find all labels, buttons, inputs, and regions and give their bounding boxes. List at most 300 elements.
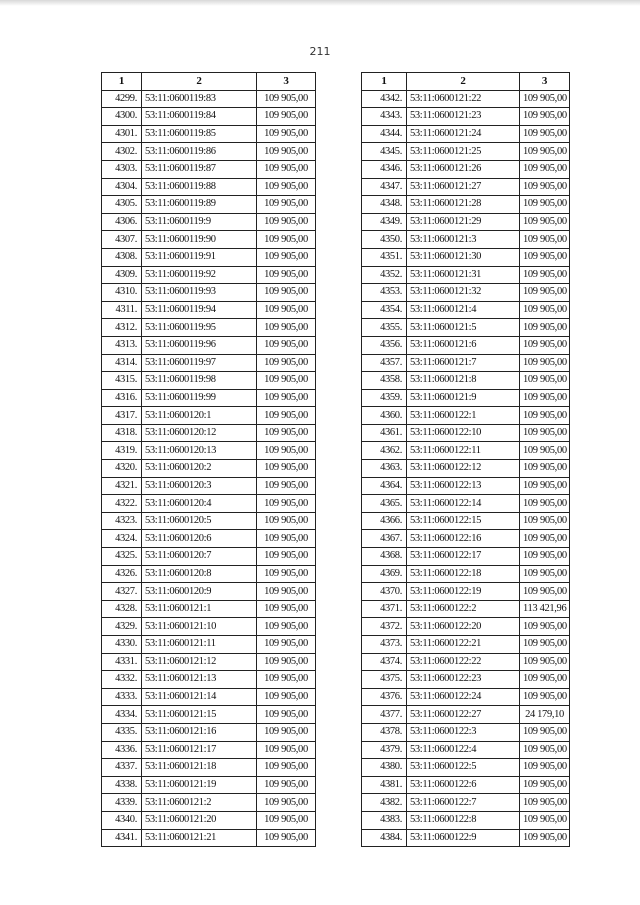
cadastral-value: 109 905,00 xyxy=(520,143,570,161)
table-row xyxy=(102,495,316,513)
table-row xyxy=(362,301,570,319)
row-number: 4378. xyxy=(362,723,407,741)
cadastral-number: 53:11:0600120:8 xyxy=(142,565,257,583)
table-row xyxy=(362,794,570,812)
table-row xyxy=(102,125,316,143)
row-number: 4344. xyxy=(362,125,407,143)
row-number: 4342. xyxy=(362,90,407,108)
cadastral-value: 109 905,00 xyxy=(520,442,570,460)
row-number: 4306. xyxy=(102,213,142,231)
cadastral-value: 109 905,00 xyxy=(257,548,316,566)
row-number: 4352. xyxy=(362,266,407,284)
cadastral-number: 53:11:0600121:7 xyxy=(407,354,520,372)
table-row xyxy=(102,336,316,354)
table-row xyxy=(362,372,570,390)
row-number: 4328. xyxy=(102,600,142,618)
cadastral-number: 53:11:0600122:17 xyxy=(407,548,520,566)
row-number: 4314. xyxy=(102,354,142,372)
row-number: 4321. xyxy=(102,477,142,495)
cadastral-number: 53:11:0600119:89 xyxy=(142,196,257,214)
cadastral-number: 53:11:0600122:11 xyxy=(407,442,520,460)
cadastral-value: 109 905,00 xyxy=(520,671,570,689)
row-number: 4311. xyxy=(102,301,142,319)
cadastral-value: 109 905,00 xyxy=(257,759,316,777)
row-number: 4379. xyxy=(362,741,407,759)
cadastral-value: 109 905,00 xyxy=(257,565,316,583)
cadastral-number: 53:11:0600121:15 xyxy=(142,706,257,724)
row-number: 4355. xyxy=(362,319,407,337)
table-body xyxy=(362,90,570,847)
row-number: 4347. xyxy=(362,178,407,196)
table-row xyxy=(102,512,316,530)
cadastral-value: 109 905,00 xyxy=(257,618,316,636)
cadastral-number: 53:11:0600121:3 xyxy=(407,231,520,249)
row-number: 4324. xyxy=(102,530,142,548)
cadastral-number: 53:11:0600121:25 xyxy=(407,143,520,161)
row-number: 4310. xyxy=(102,284,142,302)
cadastral-value: 109 905,00 xyxy=(257,407,316,425)
cadastral-number: 53:11:0600122:14 xyxy=(407,495,520,513)
table-row xyxy=(102,196,316,214)
row-number: 4364. xyxy=(362,477,407,495)
row-number: 4373. xyxy=(362,636,407,654)
table-row xyxy=(362,706,570,724)
cadastral-number: 53:11:0600122:15 xyxy=(407,512,520,530)
cadastral-number: 53:11:0600120:3 xyxy=(142,477,257,495)
table-row xyxy=(102,618,316,636)
table-row xyxy=(362,723,570,741)
table-row xyxy=(102,284,316,302)
table-row xyxy=(362,512,570,530)
table-row xyxy=(362,407,570,425)
column-header-value: 3 xyxy=(257,73,316,91)
column-header-cadastral: 2 xyxy=(407,73,520,91)
cadastral-number: 53:11:0600122:12 xyxy=(407,460,520,478)
table-row xyxy=(362,653,570,671)
row-number: 4340. xyxy=(102,811,142,829)
cadastral-number: 53:11:0600121:11 xyxy=(142,636,257,654)
cadastral-number: 53:11:0600121:14 xyxy=(142,688,257,706)
table-row xyxy=(102,477,316,495)
table-row xyxy=(102,829,316,847)
table-row xyxy=(362,688,570,706)
cadastral-value: 109 905,00 xyxy=(257,829,316,847)
cadastral-value: 109 905,00 xyxy=(520,759,570,777)
cadastral-number: 53:11:0600122:16 xyxy=(407,530,520,548)
cadastral-number: 53:11:0600119:98 xyxy=(142,372,257,390)
cadastral-value: 109 905,00 xyxy=(520,108,570,126)
cadastral-value: 109 905,00 xyxy=(257,90,316,108)
row-number: 4359. xyxy=(362,389,407,407)
cadastral-number: 53:11:0600119:92 xyxy=(142,266,257,284)
row-number: 4305. xyxy=(102,196,142,214)
row-number: 4322. xyxy=(102,495,142,513)
table-row xyxy=(102,759,316,777)
row-number: 4330. xyxy=(102,636,142,654)
row-number: 4338. xyxy=(102,776,142,794)
cadastral-value: 109 905,00 xyxy=(257,512,316,530)
table-row xyxy=(102,688,316,706)
row-number: 4358. xyxy=(362,372,407,390)
cadastral-number: 53:11:0600121:21 xyxy=(142,829,257,847)
table-row xyxy=(362,636,570,654)
row-number: 4367. xyxy=(362,530,407,548)
table-row xyxy=(102,213,316,231)
row-number: 4327. xyxy=(102,583,142,601)
cadastral-number: 53:11:0600120:7 xyxy=(142,548,257,566)
cadastral-number: 53:11:0600122:19 xyxy=(407,583,520,601)
cadastral-number: 53:11:0600121:13 xyxy=(142,671,257,689)
register-table-left xyxy=(101,72,316,847)
table-row xyxy=(102,636,316,654)
row-number: 4361. xyxy=(362,424,407,442)
table-row xyxy=(362,108,570,126)
table-row xyxy=(362,829,570,847)
row-number: 4299. xyxy=(102,90,142,108)
cadastral-number: 53:11:0600119:90 xyxy=(142,231,257,249)
table-row xyxy=(102,706,316,724)
table-row xyxy=(102,653,316,671)
row-number: 4304. xyxy=(102,178,142,196)
cadastral-value: 109 905,00 xyxy=(257,477,316,495)
cadastral-value: 109 905,00 xyxy=(520,248,570,266)
cadastral-number: 53:11:0600119:97 xyxy=(142,354,257,372)
table-row xyxy=(102,160,316,178)
cadastral-value: 109 905,00 xyxy=(257,741,316,759)
table-body xyxy=(102,90,316,847)
row-number: 4349. xyxy=(362,213,407,231)
cadastral-value: 109 905,00 xyxy=(520,301,570,319)
cadastral-number: 53:11:0600119:91 xyxy=(142,248,257,266)
column-header-value: 3 xyxy=(520,73,570,91)
table-row xyxy=(362,811,570,829)
cadastral-number: 53:11:0600119:84 xyxy=(142,108,257,126)
header-row xyxy=(102,73,316,91)
row-number: 4339. xyxy=(102,794,142,812)
cadastral-number: 53:11:0600120:6 xyxy=(142,530,257,548)
table-row xyxy=(102,372,316,390)
table-row xyxy=(362,389,570,407)
cadastral-number: 53:11:0600122:2 xyxy=(407,600,520,618)
page-number: 211 xyxy=(309,45,331,58)
row-number: 4365. xyxy=(362,495,407,513)
cadastral-number: 53:11:0600121:6 xyxy=(407,336,520,354)
cadastral-value: 109 905,00 xyxy=(257,600,316,618)
cadastral-number: 53:11:0600120:2 xyxy=(142,460,257,478)
row-number: 4351. xyxy=(362,248,407,266)
cadastral-value: 109 905,00 xyxy=(520,495,570,513)
cadastral-value: 109 905,00 xyxy=(520,811,570,829)
cadastral-value: 109 905,00 xyxy=(520,460,570,478)
cadastral-value: 109 905,00 xyxy=(520,741,570,759)
row-number: 4318. xyxy=(102,424,142,442)
table-row xyxy=(362,319,570,337)
cadastral-value: 109 905,00 xyxy=(520,160,570,178)
table-row xyxy=(362,565,570,583)
cadastral-number: 53:11:0600121:20 xyxy=(142,811,257,829)
cadastral-number: 53:11:0600121:28 xyxy=(407,196,520,214)
row-number: 4380. xyxy=(362,759,407,777)
scan-edge-shadow xyxy=(0,0,640,6)
cadastral-value: 109 905,00 xyxy=(257,108,316,126)
cadastral-number: 53:11:0600121:23 xyxy=(407,108,520,126)
table-row xyxy=(362,266,570,284)
cadastral-number: 53:11:0600119:85 xyxy=(142,125,257,143)
cadastral-number: 53:11:0600122:7 xyxy=(407,794,520,812)
cadastral-value: 109 905,00 xyxy=(257,372,316,390)
cadastral-number: 53:11:0600121:30 xyxy=(407,248,520,266)
cadastral-value: 109 905,00 xyxy=(257,125,316,143)
cadastral-value: 109 905,00 xyxy=(257,460,316,478)
cadastral-number: 53:11:0600122:3 xyxy=(407,723,520,741)
cadastral-value: 109 905,00 xyxy=(520,266,570,284)
cadastral-number: 53:11:0600119:86 xyxy=(142,143,257,161)
row-number: 4319. xyxy=(102,442,142,460)
header-row xyxy=(362,73,570,91)
cadastral-number: 53:11:0600119:95 xyxy=(142,319,257,337)
table-row xyxy=(362,442,570,460)
table-row xyxy=(102,354,316,372)
row-number: 4353. xyxy=(362,284,407,302)
table-row xyxy=(102,301,316,319)
row-number: 4381. xyxy=(362,776,407,794)
cadastral-number: 53:11:0600120:5 xyxy=(142,512,257,530)
row-number: 4341. xyxy=(102,829,142,847)
table-row xyxy=(362,90,570,108)
row-number: 4336. xyxy=(102,741,142,759)
row-number: 4374. xyxy=(362,653,407,671)
cadastral-number: 53:11:0600122:22 xyxy=(407,653,520,671)
cadastral-value: 109 905,00 xyxy=(520,354,570,372)
cadastral-value: 109 905,00 xyxy=(520,477,570,495)
cadastral-value: 109 905,00 xyxy=(520,636,570,654)
cadastral-number: 53:11:0600122:9 xyxy=(407,829,520,847)
cadastral-number: 53:11:0600122:8 xyxy=(407,811,520,829)
cadastral-value: 109 905,00 xyxy=(257,530,316,548)
table-row xyxy=(362,759,570,777)
cadastral-number: 53:11:0600122:6 xyxy=(407,776,520,794)
cadastral-value: 109 905,00 xyxy=(257,196,316,214)
row-number: 4316. xyxy=(102,389,142,407)
cadastral-number: 53:11:0600121:5 xyxy=(407,319,520,337)
cadastral-value: 109 905,00 xyxy=(257,213,316,231)
cadastral-number: 53:11:0600119:87 xyxy=(142,160,257,178)
cadastral-value: 109 905,00 xyxy=(257,776,316,794)
cadastral-value: 109 905,00 xyxy=(257,160,316,178)
cadastral-value: 109 905,00 xyxy=(257,319,316,337)
cadastral-value: 109 905,00 xyxy=(520,530,570,548)
cadastral-number: 53:11:0600119:99 xyxy=(142,389,257,407)
cadastral-value: 109 905,00 xyxy=(257,336,316,354)
table-row xyxy=(102,776,316,794)
cadastral-value: 109 905,00 xyxy=(257,495,316,513)
row-number: 4307. xyxy=(102,231,142,249)
table-row xyxy=(102,794,316,812)
row-number: 4337. xyxy=(102,759,142,777)
table-row xyxy=(362,424,570,442)
row-number: 4343. xyxy=(362,108,407,126)
row-number: 4300. xyxy=(102,108,142,126)
row-number: 4333. xyxy=(102,688,142,706)
row-number: 4320. xyxy=(102,460,142,478)
row-number: 4354. xyxy=(362,301,407,319)
table-row xyxy=(362,583,570,601)
row-number: 4348. xyxy=(362,196,407,214)
cadastral-number: 53:11:0600119:9 xyxy=(142,213,257,231)
table-row xyxy=(102,600,316,618)
cadastral-value: 109 905,00 xyxy=(520,178,570,196)
table-row xyxy=(102,407,316,425)
cadastral-value: 109 905,00 xyxy=(257,583,316,601)
table-row xyxy=(362,213,570,231)
table-row xyxy=(362,284,570,302)
cadastral-value: 109 905,00 xyxy=(257,671,316,689)
cadastral-value: 109 905,00 xyxy=(520,548,570,566)
table-row xyxy=(362,477,570,495)
row-number: 4329. xyxy=(102,618,142,636)
table-row xyxy=(102,389,316,407)
table-row xyxy=(362,460,570,478)
cadastral-number: 53:11:0600120:1 xyxy=(142,407,257,425)
cadastral-number: 53:11:0600122:18 xyxy=(407,565,520,583)
row-number: 4331. xyxy=(102,653,142,671)
cadastral-number: 53:11:0600121:4 xyxy=(407,301,520,319)
table-row xyxy=(362,671,570,689)
row-number: 4326. xyxy=(102,565,142,583)
cadastral-value: 109 905,00 xyxy=(520,776,570,794)
row-number: 4383. xyxy=(362,811,407,829)
cadastral-number: 53:11:0600121:18 xyxy=(142,759,257,777)
cadastral-number: 53:11:0600119:93 xyxy=(142,284,257,302)
cadastral-value: 109 905,00 xyxy=(257,706,316,724)
column-header-number: 1 xyxy=(102,73,142,91)
cadastral-value: 109 905,00 xyxy=(257,442,316,460)
row-number: 4303. xyxy=(102,160,142,178)
row-number: 4301. xyxy=(102,125,142,143)
cadastral-value: 109 905,00 xyxy=(257,143,316,161)
cadastral-value: 109 905,00 xyxy=(257,178,316,196)
cadastral-value: 109 905,00 xyxy=(257,794,316,812)
table-row xyxy=(362,248,570,266)
row-number: 4334. xyxy=(102,706,142,724)
column-header-cadastral: 2 xyxy=(142,73,257,91)
row-number: 4308. xyxy=(102,248,142,266)
cadastral-value: 109 905,00 xyxy=(520,829,570,847)
table-row xyxy=(102,266,316,284)
cadastral-value: 113 421,96 xyxy=(520,600,570,618)
cadastral-number: 53:11:0600120:13 xyxy=(142,442,257,460)
row-number: 4350. xyxy=(362,231,407,249)
cadastral-value: 109 905,00 xyxy=(520,618,570,636)
row-number: 4366. xyxy=(362,512,407,530)
row-number: 4317. xyxy=(102,407,142,425)
table-row xyxy=(362,196,570,214)
cadastral-number: 53:11:0600121:1 xyxy=(142,600,257,618)
row-number: 4360. xyxy=(362,407,407,425)
cadastral-value: 109 905,00 xyxy=(520,90,570,108)
cadastral-value: 109 905,00 xyxy=(520,389,570,407)
cadastral-value: 109 905,00 xyxy=(257,284,316,302)
cadastral-value: 109 905,00 xyxy=(257,723,316,741)
table-row xyxy=(362,530,570,548)
row-number: 4362. xyxy=(362,442,407,460)
cadastral-value: 109 905,00 xyxy=(520,372,570,390)
cadastral-number: 53:11:0600122:21 xyxy=(407,636,520,654)
table-row xyxy=(362,336,570,354)
row-number: 4302. xyxy=(102,143,142,161)
table-row xyxy=(102,811,316,829)
row-number: 4315. xyxy=(102,372,142,390)
table-row xyxy=(362,143,570,161)
cadastral-number: 53:11:0600121:2 xyxy=(142,794,257,812)
cadastral-number: 53:11:0600121:26 xyxy=(407,160,520,178)
table-row xyxy=(362,354,570,372)
cadastral-value: 109 905,00 xyxy=(520,336,570,354)
cadastral-number: 53:11:0600121:32 xyxy=(407,284,520,302)
table-row xyxy=(362,495,570,513)
row-number: 4377. xyxy=(362,706,407,724)
row-number: 4363. xyxy=(362,460,407,478)
cadastral-number: 53:11:0600121:19 xyxy=(142,776,257,794)
row-number: 4325. xyxy=(102,548,142,566)
table-row xyxy=(102,741,316,759)
cadastral-number: 53:11:0600122:1 xyxy=(407,407,520,425)
cadastral-number: 53:11:0600121:22 xyxy=(407,90,520,108)
row-number: 4382. xyxy=(362,794,407,812)
cadastral-value: 109 905,00 xyxy=(520,653,570,671)
row-number: 4323. xyxy=(102,512,142,530)
cadastral-value: 24 179,10 xyxy=(520,706,570,724)
cadastral-value: 109 905,00 xyxy=(520,125,570,143)
cadastral-number: 53:11:0600121:12 xyxy=(142,653,257,671)
row-number: 4346. xyxy=(362,160,407,178)
table-row xyxy=(102,442,316,460)
table-row xyxy=(102,583,316,601)
cadastral-number: 53:11:0600119:94 xyxy=(142,301,257,319)
table-row xyxy=(102,231,316,249)
cadastral-number: 53:11:0600121:10 xyxy=(142,618,257,636)
table-row xyxy=(102,548,316,566)
table-row xyxy=(362,125,570,143)
cadastral-number: 53:11:0600122:13 xyxy=(407,477,520,495)
cadastral-value: 109 905,00 xyxy=(520,512,570,530)
cadastral-value: 109 905,00 xyxy=(520,319,570,337)
table-row xyxy=(102,424,316,442)
cadastral-value: 109 905,00 xyxy=(257,266,316,284)
row-number: 4369. xyxy=(362,565,407,583)
cadastral-value: 109 905,00 xyxy=(520,583,570,601)
cadastral-number: 53:11:0600122:27 xyxy=(407,706,520,724)
cadastral-number: 53:11:0600122:5 xyxy=(407,759,520,777)
cadastral-number: 53:11:0600120:9 xyxy=(142,583,257,601)
cadastral-number: 53:11:0600119:88 xyxy=(142,178,257,196)
table-row xyxy=(102,319,316,337)
row-number: 4370. xyxy=(362,583,407,601)
cadastral-value: 109 905,00 xyxy=(257,231,316,249)
cadastral-number: 53:11:0600121:8 xyxy=(407,372,520,390)
cadastral-number: 53:11:0600122:10 xyxy=(407,424,520,442)
cadastral-number: 53:11:0600121:31 xyxy=(407,266,520,284)
table-row xyxy=(362,178,570,196)
cadastral-value: 109 905,00 xyxy=(520,284,570,302)
table-row xyxy=(102,565,316,583)
table-row xyxy=(362,776,570,794)
cadastral-value: 109 905,00 xyxy=(520,213,570,231)
cadastral-value: 109 905,00 xyxy=(257,653,316,671)
table-row xyxy=(362,231,570,249)
cadastral-number: 53:11:0600121:9 xyxy=(407,389,520,407)
table-row xyxy=(102,178,316,196)
